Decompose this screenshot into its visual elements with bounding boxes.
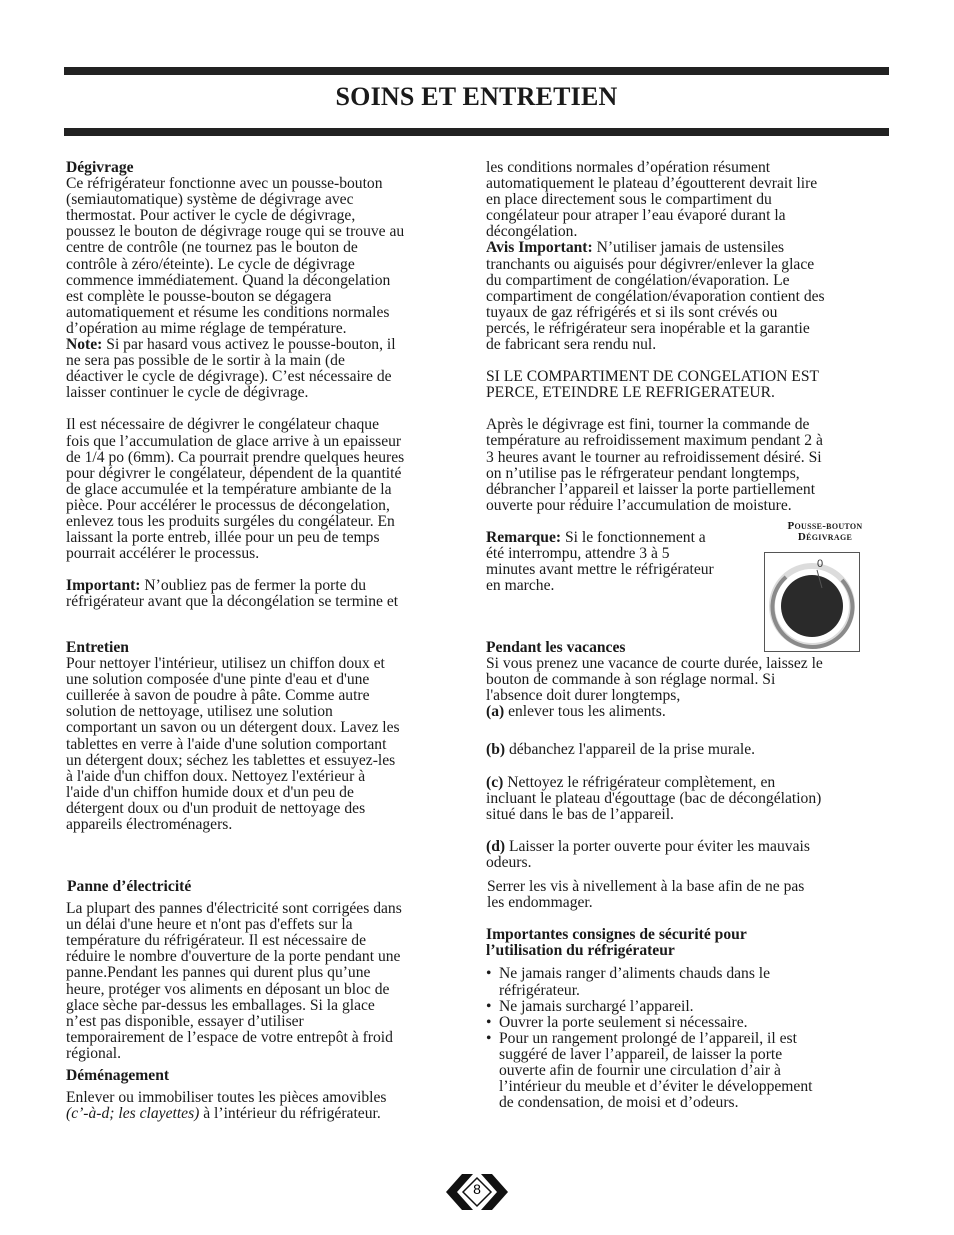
text-line: commence immédiatement. Quand la décongelation — [66, 271, 391, 289]
consignes-heading — [486, 927, 890, 959]
text-line: l'absence doit durer longtemps, — [486, 687, 681, 705]
left-column-top — [66, 160, 470, 610]
text-line: réduire le nombre d'ouverture de la porte pendant une — [66, 948, 401, 966]
list-item — [486, 999, 890, 1015]
text-line: • Pour un rangement prolongé de l’appareil, il est — [499, 1029, 797, 1047]
ice-paragraph — [66, 417, 470, 562]
text-line: débrancher l’appareil et laisser la porte partiellement — [486, 480, 816, 498]
text-line: Importantes consignes de sécurité pour — [486, 926, 747, 944]
text-line: percés, le réfrigérateur sera inopérable et la garantie — [486, 319, 810, 337]
text-line: odeurs. — [486, 853, 532, 871]
text-line: • Ne jamais surchargé l’appareil. — [499, 997, 694, 1015]
text-line: à l'aide d'un chiffon doux. Nettoyez l'extérieur à — [66, 767, 366, 785]
text-line: incluant le plateau d'égouttage (bac de décongélation) — [486, 789, 822, 807]
text-line: poussez le bouton de dégivrage rouge qui se trouve au — [66, 223, 405, 241]
text-line: (semiautomatique) système de dégivrage avec — [66, 191, 354, 209]
panne-section — [66, 879, 470, 1122]
text-line: pièce. Pour accélérer le processus de décongelation, — [66, 496, 390, 514]
text-line: laisser continuer le cycle de dégivrage. — [66, 384, 309, 402]
text-line: PERCE, ETEINDRE LE REFRIGERATEUR. — [486, 384, 775, 402]
text-line: thermostat. Pour activer le cycle de dégivrage, — [66, 207, 356, 225]
text-line: compartiment de congélation/évaporation contient des — [486, 287, 825, 305]
text-line: • Ouvrer la porte seulement si nécessaire. — [499, 1013, 748, 1031]
list-item — [486, 1015, 890, 1031]
text-line: tranchants ou aiguisés pour dégivrer/enlever la glace — [486, 255, 815, 273]
text-line: centre de contrôle (ne tournez pas le bouton de — [66, 239, 358, 257]
header-bottom-rule — [64, 128, 889, 136]
text-line: tablettes en verre à l'aide d'une solution comportant — [66, 735, 387, 753]
text-line: Il est nécessaire de dégivrer le congélateur chaque — [66, 416, 380, 434]
text-line: laissant la porte entreb, illée pour un peu de temps — [66, 529, 380, 547]
text-line: La plupart des pannes d'électricité sont corrigées dans — [66, 900, 402, 918]
page-title: SOINS ET ENTRETIEN — [335, 82, 618, 111]
text-line: du compartiment de congélation/évaporation. Le — [486, 271, 790, 289]
text-line: Nettoyez le réfrigérateur complètement, en — [503, 773, 776, 791]
text-line: 3 heures avant le tourner au refroidissement désiré. Si — [486, 448, 822, 466]
text-line: ouverte pour réduire l’accumulation de moisture. — [486, 496, 792, 514]
text-line: est complète le pousse-bouton se dégagera — [66, 287, 332, 305]
text-line: d’opération au mime réglage de température. — [66, 319, 347, 337]
text-line: débanchez l'appareil de la prise murale. — [505, 741, 756, 759]
text-line: Serrer les vis à nivellement à la base afin de ne pas — [487, 878, 805, 896]
text-line: Après le dégivrage est fini, tourner la commande de — [486, 416, 810, 434]
defrost-dial-icon — [764, 552, 860, 652]
text-line: de fabricant sera rendu nul. — [486, 336, 657, 354]
text-line: congélateur pour atraper l’eau évaporé durant la — [486, 207, 786, 225]
text-line: SI LE COMPARTIMENT DE CONGELATION EST — [486, 368, 820, 386]
vacances-heading: Pendant les vacances — [486, 639, 626, 656]
apres-paragraph — [486, 417, 890, 514]
list-item — [486, 966, 890, 998]
text-line: régional. — [66, 1044, 121, 1062]
text-line: l’utilisation du réfrigérateur — [486, 942, 675, 960]
text-line: température du réfrigérateur. Il est nécessaire de — [66, 932, 367, 950]
text-line: automatiquement le plateau d’égoutterent devrait lire — [486, 175, 818, 193]
text-line: contrôle à zéro/éteinte). Le cycle de dégivrage — [66, 255, 355, 273]
text-line: à l’intérieur du réfrigérateur. — [199, 1105, 381, 1123]
text-line: panne.Pendant les pannes qui durent plus qu’une — [66, 964, 371, 982]
text-line: en marche. — [486, 577, 555, 595]
text-line: minutes avant mettre le réfrigérateur — [486, 561, 714, 579]
text-line: N’utiliser jamais de ustensiles — [592, 239, 785, 257]
degivrage-paragraph — [66, 176, 470, 337]
text-line: décongélation. — [486, 223, 578, 241]
panne-heading: Panne d’électricité — [67, 878, 192, 895]
header-top-rule — [64, 67, 889, 75]
text-line: les endommager. — [487, 894, 593, 912]
text-line: Si le fonctionnement a — [561, 528, 706, 546]
note-paragraph — [66, 337, 470, 401]
text-line: Laisser la porter ouverte pour éviter les mauvais — [505, 837, 810, 855]
text-line: un délai d'une heure et n'ont pas d'effets sur la — [66, 916, 353, 934]
text-line: Ce réfrigérateur fonctionne avec un pousse-bouton — [66, 175, 383, 193]
text-line: cuillerée à savon de poudre à pâte. Comme autre — [66, 687, 370, 705]
text-line: déactiver le cycle de dégivrage). C’est nécessaire de — [66, 368, 392, 386]
important-label: Important: — [66, 577, 141, 595]
remarque-paragraph — [486, 530, 756, 594]
text-line: une solution composée d'une pinte d'eau et d'une — [66, 671, 370, 689]
text-line: réfrigérateur. — [499, 981, 580, 999]
text-line: l'aide d'un chiffon humide doux et d'un peu de — [66, 783, 354, 801]
text-line: enlevez tous les produits surgéles du congélateur. En — [66, 512, 395, 530]
text-line: N’oubliez pas de fermer la porte du — [140, 577, 367, 595]
text-line: tuyaux de gaz réfrigérés et si ils sont crévés ou — [486, 303, 778, 321]
text-line: appareils électroménagers. — [66, 816, 233, 834]
remarque-label: Remarque: — [486, 528, 562, 546]
entretien-section — [66, 640, 470, 833]
text-line: de 1/4 po (6mm). Ca pourrait prendre quelques heures — [66, 448, 405, 466]
dial-caption — [760, 521, 890, 543]
text-line: été interrompu, attendre 3 à 5 — [486, 544, 670, 562]
text-line: réfrigérateur avant que la décongélation se termine et — [66, 593, 399, 611]
avis-label: Avis Important: — [486, 239, 593, 257]
step-d-label: (d) — [486, 837, 506, 855]
step-a-label: (a) — [486, 703, 505, 721]
degivrage-heading: Dégivrage — [66, 159, 134, 176]
text-line: en place directement sous le compartiment du — [486, 191, 772, 209]
text-line: solution de nettoyage, utilisez une solution — [66, 703, 333, 721]
text-line: un détergent doux; séchez les tablettes et essuyez-les — [66, 751, 396, 769]
important-paragraph — [66, 578, 470, 610]
text-line: de glace accumulée et la température ambiante de la — [66, 480, 392, 498]
text-line: n’est pas disponible, essayer d’utiliser — [66, 1012, 304, 1030]
text-line: Si par hasard vous activez le pousse-bouton, il — [102, 336, 396, 354]
text-line: détergent doux ou d'un produit de nettoyage des — [66, 799, 366, 817]
text-line: situé dans le bas de l’appareil. — [486, 805, 674, 823]
text-line: suggéré de laver l’appareil, de laisser la porte — [499, 1045, 783, 1063]
page-number: 8 — [473, 1181, 481, 1197]
step-c-label: (c) — [486, 773, 504, 791]
avis-paragraph — [486, 240, 890, 353]
text-line: enlever tous les aliments. — [504, 703, 666, 721]
text-line: ouverte afin de fournir une circulation d’air à — [499, 1061, 781, 1079]
text-line: Enlever ou immobiliser toutes les pièces amovibles — [66, 1089, 387, 1107]
text-line: automatiquement et résume les conditions normales — [66, 303, 390, 321]
text-line: on n’utilise pas le réfrgerateur pendant longtemps, — [486, 464, 800, 482]
list-item — [486, 1031, 890, 1111]
text-line: pour dégivrer le congélateur, dépendent de la quantité — [66, 464, 402, 482]
vacances-section — [486, 640, 890, 1111]
defrost-dial-illustration — [764, 552, 860, 652]
text-line: heure, protéger vos aliments en déposant un bloc de — [66, 980, 390, 998]
dial-zero-label: 0 — [817, 558, 824, 570]
continuation-paragraph — [486, 160, 890, 240]
text-line: les conditions normales d’opération résument — [486, 159, 771, 176]
text-line: glace sèche par-dessus les emballages. Si la glace — [66, 996, 375, 1014]
dial-caption-line: Dégivrage — [797, 531, 853, 543]
text-line: temporairement de l’espace de votre entrepôt à froid — [66, 1028, 393, 1046]
text-line: Pour nettoyer l'intérieur, utilisez un chiffon doux et — [66, 655, 385, 673]
text-line: ne sera pas possible de le sortir à la main (de — [66, 352, 345, 370]
text-line: • Ne jamais ranger d’aliments chauds dans le — [499, 965, 771, 983]
step-b-label: (b) — [486, 741, 506, 759]
demenagement-italic: (c’-à-d; les clayettes) — [66, 1105, 200, 1123]
dial-caption-line: Pousse-bouton — [787, 520, 863, 532]
text-line: pourrait accélérer le processus. — [66, 545, 260, 563]
text-line: bouton de commande à son réglage normal. Si — [486, 671, 776, 689]
entretien-heading: Entretien — [66, 639, 129, 656]
text-line: comportant un savon ou un détergent doux. Lavez les — [66, 719, 400, 737]
serrer-paragraph — [487, 879, 890, 911]
warning-caps-paragraph — [486, 369, 890, 401]
safety-list — [486, 966, 890, 1111]
text-line: de condensation, de moisi et d’odeurs. — [499, 1094, 739, 1112]
demenagement-heading: Déménagement — [66, 1067, 170, 1085]
text-line: fois que l’accumulation de glace arrive à un epaisseur — [66, 432, 402, 450]
text-line: Si vous prenez une vacance de courte durée, laissez le — [486, 655, 823, 673]
note-label: Note: — [66, 336, 103, 354]
text-line: l’intérieur du meuble et d’éviter le développement — [499, 1078, 813, 1096]
text-line: température au refroidissement maximum pendant 2 à — [486, 432, 823, 450]
